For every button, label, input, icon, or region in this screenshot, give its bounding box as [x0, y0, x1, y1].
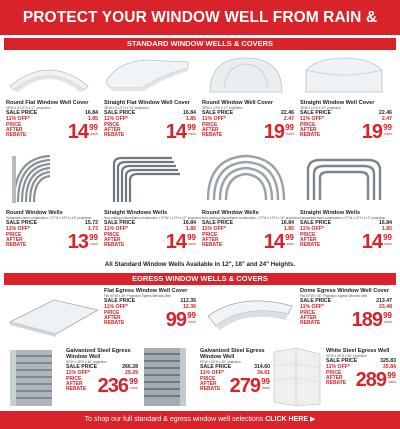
- product-name: Straight Window Wells: [300, 210, 361, 216]
- product-description: Galvanized steel construction • 37"W x 12"H x 12" projection: [300, 216, 386, 220]
- price-unit: each: [388, 380, 396, 384]
- discount-label: 11% OFF*: [6, 116, 30, 122]
- price-dollars: 14: [165, 121, 186, 143]
- price-cents: 99: [89, 123, 98, 132]
- discount-label: 11% OFF*: [6, 226, 30, 232]
- round-cover-image: [200, 52, 290, 97]
- final-price: [6, 232, 98, 252]
- final-price: [300, 232, 392, 252]
- round-well-galvanized-image: [4, 150, 94, 208]
- discount-label: 11% OFF*: [326, 364, 350, 370]
- price-unit: each: [90, 242, 98, 246]
- page-title: PROTECT YOUR WINDOW WELL FROM RAIN &: [0, 0, 400, 35]
- discount-amount: 1.85: [381, 226, 392, 232]
- product-description: 38"W x 13"H x 17" projection: [202, 106, 243, 110]
- price-dollars: 14: [67, 121, 88, 143]
- product-name: Straight Flat Window Well Cover: [104, 100, 190, 106]
- price-after-rebate-label: PRICE AFTER REBATE: [300, 310, 321, 327]
- price-unit: each: [188, 320, 196, 324]
- straight-cover-image: [298, 52, 388, 97]
- product-description: Non-rusting polyurethane construction • 37"W x 12"H x 12" projection: [104, 216, 202, 220]
- final-price: [104, 232, 196, 252]
- price-after-rebate-label: PRICE AFTER REBATE: [104, 122, 125, 139]
- final-price: [6, 122, 98, 142]
- price-unit: each: [384, 132, 392, 136]
- price-after-rebate-label: PRICE AFTER REBATE: [300, 122, 321, 139]
- price-unit: each: [384, 242, 392, 246]
- shop-all-text: To shop our full standard & egress window well selections: [84, 416, 264, 423]
- price-dollars: 13: [67, 231, 88, 253]
- sale-price: 325.83: [380, 358, 396, 364]
- straight-flat-cover-image: [102, 52, 192, 97]
- final-price: [202, 122, 294, 142]
- discount-label: 11% OFF*: [104, 304, 128, 310]
- discount-amount: 34.61: [257, 370, 270, 376]
- white-steel-egress-well-image: [270, 346, 324, 408]
- product-name: Dome Egress Window Well Cover: [300, 288, 390, 294]
- sale-price: 15.72: [85, 220, 98, 226]
- discount-amount: 1.85: [185, 226, 196, 232]
- discount-amount: 1.85: [185, 116, 196, 122]
- product-description: 50"W x 60"H x 36" projection: [200, 360, 241, 364]
- discount-amount: 2.47: [283, 116, 294, 122]
- product-name: Round Flat Window Well Cover: [6, 100, 89, 106]
- price-unit: each: [384, 320, 392, 324]
- product-name: White Steel Egress Well: [326, 348, 390, 354]
- discount-amount: 1.85: [283, 226, 294, 232]
- sale-price: 112.35: [180, 298, 196, 304]
- sale-price-label: SALE PRICE: [6, 110, 38, 116]
- round-well-image: [200, 150, 290, 208]
- price-dollars: 289: [355, 369, 386, 391]
- price-cents: 99: [383, 311, 392, 320]
- price-unit: each: [286, 132, 294, 136]
- sale-price: 16.84: [379, 220, 392, 226]
- price-after-rebate-label: PRICE AFTER REBATE: [66, 376, 87, 393]
- price-cents: 99: [187, 123, 196, 132]
- product-card[interactable]: [200, 286, 396, 346]
- price-unit: each: [188, 242, 196, 246]
- sale-price-label: SALE PRICE: [300, 298, 332, 304]
- sale-price: 16.84: [183, 110, 196, 116]
- price-dollars: 189: [351, 309, 382, 331]
- price-dollars: 236: [97, 375, 128, 397]
- price-dollars: 14: [263, 231, 284, 253]
- product-name: Galvanized Steel Egress Window Well: [200, 348, 265, 360]
- discount-amount: 1.85: [87, 116, 98, 122]
- sale-price: 16.84: [85, 110, 98, 116]
- price-dollars: 14: [361, 231, 382, 253]
- product-description: Galvanized steel construction • 37"W x 12"H x 16" projection: [6, 216, 92, 220]
- product-name: Flat Egress Window Well Cover: [104, 288, 188, 294]
- sale-price-label: SALE PRICE: [202, 220, 234, 226]
- egress-products: [4, 286, 396, 410]
- product-card[interactable]: [270, 346, 396, 410]
- product-description: 38"W x 5-1/2"H x 13" projection: [104, 106, 149, 110]
- discount-label: 11% OFF*: [300, 226, 324, 232]
- galvanized-egress-well-image: [6, 346, 58, 408]
- price-cents: 99: [383, 233, 392, 242]
- sale-price: 266.28: [122, 364, 138, 370]
- sale-price-label: SALE PRICE: [104, 220, 136, 226]
- standard-products-grid: [4, 50, 396, 274]
- final-price: [104, 122, 196, 142]
- price-after-rebate-label: PRICE AFTER REBATE: [200, 376, 221, 393]
- play-arrow-icon: ▶: [309, 416, 316, 423]
- price-after-rebate-label: PRICE AFTER REBATE: [104, 310, 125, 327]
- price-cents: 99: [187, 311, 196, 320]
- price-unit: each: [130, 386, 138, 390]
- product-name: Round Window Wells: [6, 210, 63, 216]
- discount-label: 11% OFF*: [200, 370, 224, 376]
- price-cents: 99: [261, 377, 270, 386]
- discount-amount: 1.73: [87, 226, 98, 232]
- price-after-rebate-label: PRICE AFTER REBATE: [104, 232, 125, 249]
- discount-label: 11% OFF*: [66, 370, 90, 376]
- price-cents: 99: [187, 233, 196, 242]
- final-price: [202, 232, 294, 252]
- price-unit: each: [188, 132, 196, 136]
- product-name: Galvanized Steel Egress Window Well: [66, 348, 131, 360]
- final-price: [326, 370, 396, 390]
- price-after-rebate-label: PRICE AFTER REBATE: [300, 232, 321, 249]
- straight-well-galvanized-image: [298, 150, 388, 208]
- sale-price-label: SALE PRICE: [6, 220, 38, 226]
- shop-all-banner[interactable]: [0, 411, 400, 429]
- sale-price-label: SALE PRICE: [300, 220, 332, 226]
- price-dollars: 99: [165, 309, 186, 331]
- price-after-rebate-label: PRICE AFTER REBATE: [202, 122, 223, 139]
- price-dollars: 19: [263, 121, 284, 143]
- discount-label: 11% OFF*: [300, 304, 324, 310]
- price-after-rebate-label: PRICE AFTER REBATE: [6, 232, 27, 249]
- price-cents: 99: [285, 123, 294, 132]
- discount-label: 11% OFF*: [300, 116, 324, 122]
- price-cents: 99: [387, 371, 396, 380]
- product-card[interactable]: [138, 346, 270, 410]
- discount-label: 11% OFF*: [202, 226, 226, 232]
- flat-egress-cover-image: [6, 292, 102, 338]
- discount-label: 11% OFF*: [104, 226, 128, 232]
- sale-price-label: SALE PRICE: [200, 364, 232, 370]
- standard-section-title: STANDARD WINDOW WELLS & COVERS: [4, 38, 396, 50]
- discount-amount: 29.29: [125, 370, 138, 376]
- discount-amount: 23.48: [379, 304, 392, 310]
- final-price: [200, 376, 270, 396]
- price-unit: each: [90, 132, 98, 136]
- product-description: 38"W x 5-1/2"H x 17" projection: [6, 106, 51, 110]
- sale-price: 22.46: [379, 110, 392, 116]
- sale-price-label: SALE PRICE: [326, 358, 358, 364]
- product-name: Round Window Well Cover: [202, 100, 274, 106]
- product-name: Round Window Wells: [202, 210, 259, 216]
- price-after-rebate-label: PRICE AFTER REBATE: [326, 370, 347, 387]
- price-unit: each: [286, 242, 294, 246]
- price-cents: 99: [129, 377, 138, 386]
- sale-price: 314.60: [254, 364, 270, 370]
- round-flat-cover-image: [4, 52, 94, 97]
- final-price: [300, 310, 392, 330]
- sale-price-label: SALE PRICE: [202, 110, 234, 116]
- product-description: 38"W x 10"H x 13" projection: [300, 106, 341, 110]
- product-description: Non-rusting polyurethane construction • 37"W x 12"H x 16" projection: [202, 216, 300, 220]
- sale-price: 22.46: [281, 110, 294, 116]
- sale-price-label: SALE PRICE: [66, 364, 98, 370]
- discount-amount: 2.47: [381, 116, 392, 122]
- discount-label: 11% OFF*: [202, 116, 226, 122]
- sale-price-label: SALE PRICE: [300, 110, 332, 116]
- dome-egress-cover-image: [202, 290, 298, 336]
- final-price: [104, 310, 196, 330]
- price-cents: 99: [285, 233, 294, 242]
- sale-price-label: SALE PRICE: [104, 110, 136, 116]
- price-after-rebate-label: PRICE AFTER REBATE: [6, 122, 27, 139]
- sale-price-label: SALE PRICE: [104, 298, 136, 304]
- price-dollars: 14: [165, 231, 186, 253]
- discount-amount: 12.36: [183, 304, 196, 310]
- availability-note: All Standard Window Wells Available in 12", 18" and 24" Heights.: [104, 261, 296, 268]
- price-unit: each: [262, 386, 270, 390]
- product-name: Straight Windows Wells: [104, 210, 168, 216]
- final-price: [66, 376, 138, 396]
- product-description: Fits 50"W x 36" Projection Egress Window Well: [104, 294, 171, 298]
- sale-price: 16.84: [183, 220, 196, 226]
- product-name: Straight Window Well Cover: [300, 100, 375, 106]
- price-cents: 99: [383, 123, 392, 132]
- discount-amount: 35.84: [383, 364, 396, 370]
- price-cents: 99: [89, 233, 98, 242]
- sale-price: 213.47: [376, 298, 392, 304]
- sale-price: 16.84: [281, 220, 294, 226]
- final-price: [300, 122, 392, 142]
- product-card[interactable]: [4, 286, 200, 346]
- galvanized-egress-well-image: [140, 346, 192, 408]
- discount-label: 11% OFF*: [104, 116, 128, 122]
- product-description: 50"W x 48"H x 36" projection: [326, 354, 367, 358]
- product-description: 50"W x 48"H x 36" projection: [66, 360, 107, 364]
- product-card[interactable]: [4, 346, 138, 410]
- price-dollars: 19: [361, 121, 382, 143]
- straight-well-image: [102, 150, 192, 208]
- product-description: Fits 50"W x 36" Projection Egress Window Well: [300, 294, 367, 298]
- egress-section-title: EGRESS WINDOW WELLS & COVERS: [4, 273, 396, 285]
- price-after-rebate-label: PRICE AFTER REBATE: [202, 232, 223, 249]
- price-dollars: 279: [229, 375, 260, 397]
- click-here-link[interactable]: CLICK HERE: [265, 416, 308, 423]
